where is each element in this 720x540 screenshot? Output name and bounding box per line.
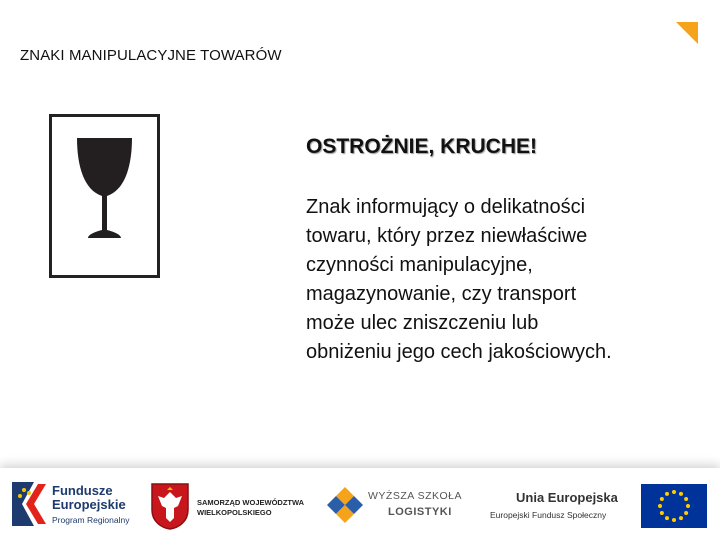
fundusze-sub: Program Regionalny [52,515,130,525]
sign-description [306,193,696,367]
description-line: czynności manipulacyjne, [306,254,533,276]
eu-star-icon [660,497,664,501]
wielkopolska-line2: WIELKOPOLSKIEGO [197,508,272,517]
ue-line1: Unia Europejska [516,490,618,505]
eu-star-icon [679,492,683,496]
sign-heading: OSTROŻNIE, KRUCHE! [306,135,537,158]
wsl-line1: WYŻSZA SZKOŁA [368,490,463,502]
description-line: magazynowanie, czy transport [306,283,577,305]
fundusze-europejskie-logo-icon [12,478,46,530]
eu-star-icon [665,492,669,496]
eu-star-icon [684,511,688,515]
eagle-crest-icon [150,482,190,530]
fundusze-line1: Fundusze [52,483,113,498]
wielkopolska-label [197,498,304,518]
eu-star-icon [658,504,662,508]
eu-star-icon [684,497,688,501]
fragile-glass-icon [49,114,160,278]
eu-flag-icon [641,484,707,528]
wsl-arrows-logo-icon [326,486,364,524]
slide-title: ZNAKI MANIPULACYJNE TOWARÓW [20,47,282,64]
eu-star-icon [665,516,669,520]
description-line: towaru, który przez niewłaściwe [306,225,588,247]
fundusze-line2: Europejskie [52,497,126,512]
description-line: Znak informujący o delikatności [306,196,586,218]
wsl-line2: LOGISTYKI [388,506,452,518]
eu-star-icon [672,518,676,522]
eu-star-icon [686,504,690,508]
description-line: obniżeniu jego cech jakościowych. [306,341,612,363]
eu-star-icon [672,490,676,494]
eu-star-icon [660,511,664,515]
footer-logos-bar [0,468,720,540]
fundusze-label [52,484,126,512]
description-line: może ulec zniszczeniu lub [306,312,539,334]
corner-triangle-icon [676,22,698,44]
eu-star-icon [679,516,683,520]
ue-line2: Europejski Fundusz Społeczny [490,510,607,520]
wielkopolska-line1: SAMORZĄD WOJEWÓDZTWA [197,498,305,507]
